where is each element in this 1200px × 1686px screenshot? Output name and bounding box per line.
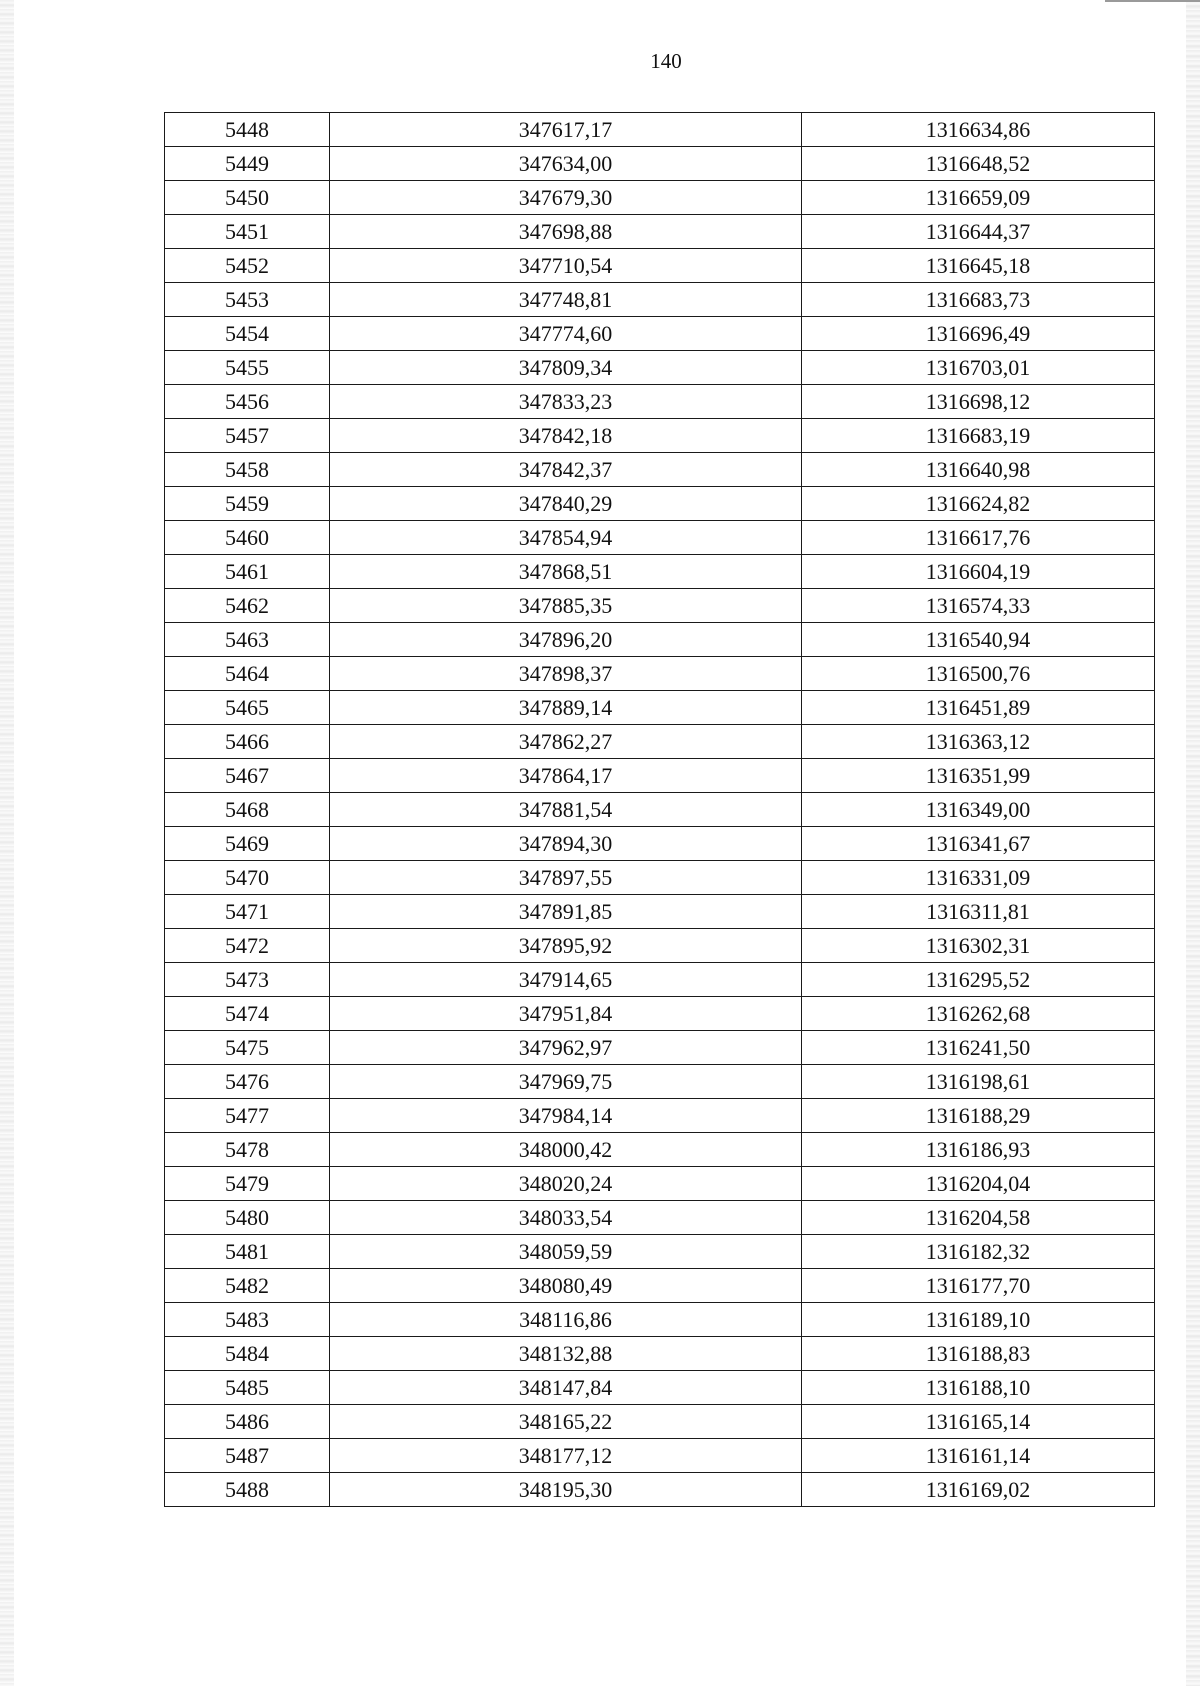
table-row bbox=[165, 861, 1155, 895]
point-number-cell: 5464 bbox=[165, 657, 330, 691]
point-number-cell: 5485 bbox=[165, 1371, 330, 1405]
table-row bbox=[165, 895, 1155, 929]
point-number-cell: 5462 bbox=[165, 589, 330, 623]
x-coordinate-cell: 347951,84 bbox=[330, 997, 802, 1031]
x-coordinate-cell: 347898,37 bbox=[330, 657, 802, 691]
page-number: 140 bbox=[650, 49, 682, 73]
table-row bbox=[165, 249, 1155, 283]
point-number-cell: 5460 bbox=[165, 521, 330, 555]
y-coordinate-cell: 1316186,93 bbox=[802, 1133, 1155, 1167]
x-coordinate-cell: 347885,35 bbox=[330, 589, 802, 623]
point-number-cell: 5473 bbox=[165, 963, 330, 997]
point-number-cell: 5479 bbox=[165, 1167, 330, 1201]
point-number-cell: 5483 bbox=[165, 1303, 330, 1337]
x-coordinate-cell: 348059,59 bbox=[330, 1235, 802, 1269]
table-row bbox=[165, 419, 1155, 453]
x-coordinate-cell: 347896,20 bbox=[330, 623, 802, 657]
point-number-cell: 5484 bbox=[165, 1337, 330, 1371]
point-number-cell: 5474 bbox=[165, 997, 330, 1031]
point-number-cell: 5459 bbox=[165, 487, 330, 521]
point-number-cell: 5463 bbox=[165, 623, 330, 657]
point-number-cell: 5455 bbox=[165, 351, 330, 385]
x-coordinate-cell: 347634,00 bbox=[330, 147, 802, 181]
y-coordinate-cell: 1316659,09 bbox=[802, 181, 1155, 215]
point-number-cell: 5467 bbox=[165, 759, 330, 793]
x-coordinate-cell: 347710,54 bbox=[330, 249, 802, 283]
y-coordinate-cell: 1316451,89 bbox=[802, 691, 1155, 725]
point-number-cell: 5475 bbox=[165, 1031, 330, 1065]
point-number-cell: 5487 bbox=[165, 1439, 330, 1473]
table-row bbox=[165, 453, 1155, 487]
y-coordinate-cell: 1316188,10 bbox=[802, 1371, 1155, 1405]
point-number-cell: 5466 bbox=[165, 725, 330, 759]
y-coordinate-cell: 1316161,14 bbox=[802, 1439, 1155, 1473]
y-coordinate-cell: 1316198,61 bbox=[802, 1065, 1155, 1099]
x-coordinate-cell: 348020,24 bbox=[330, 1167, 802, 1201]
y-coordinate-cell: 1316165,14 bbox=[802, 1405, 1155, 1439]
point-number-cell: 5448 bbox=[165, 113, 330, 147]
point-number-cell: 5451 bbox=[165, 215, 330, 249]
coordinates-table-body bbox=[165, 113, 1155, 1507]
coordinates-table bbox=[164, 112, 1155, 1507]
point-number-cell: 5481 bbox=[165, 1235, 330, 1269]
table-row bbox=[165, 1099, 1155, 1133]
table-row bbox=[165, 759, 1155, 793]
x-coordinate-cell: 347864,17 bbox=[330, 759, 802, 793]
x-coordinate-cell: 347833,23 bbox=[330, 385, 802, 419]
table-row bbox=[165, 113, 1155, 147]
point-number-cell: 5482 bbox=[165, 1269, 330, 1303]
x-coordinate-cell: 347679,30 bbox=[330, 181, 802, 215]
table-row bbox=[165, 385, 1155, 419]
x-coordinate-cell: 347842,37 bbox=[330, 453, 802, 487]
table-row bbox=[165, 1439, 1155, 1473]
table-row bbox=[165, 555, 1155, 589]
scan-artifact-line bbox=[1105, 0, 1200, 2]
x-coordinate-cell: 347984,14 bbox=[330, 1099, 802, 1133]
x-coordinate-cell: 347895,92 bbox=[330, 929, 802, 963]
table-row bbox=[165, 317, 1155, 351]
table-row bbox=[165, 963, 1155, 997]
point-number-cell: 5478 bbox=[165, 1133, 330, 1167]
y-coordinate-cell: 1316331,09 bbox=[802, 861, 1155, 895]
y-coordinate-cell: 1316311,81 bbox=[802, 895, 1155, 929]
point-number-cell: 5461 bbox=[165, 555, 330, 589]
x-coordinate-cell: 347698,88 bbox=[330, 215, 802, 249]
y-coordinate-cell: 1316574,33 bbox=[802, 589, 1155, 623]
y-coordinate-cell: 1316540,94 bbox=[802, 623, 1155, 657]
x-coordinate-cell: 347962,97 bbox=[330, 1031, 802, 1065]
table-row bbox=[165, 827, 1155, 861]
table-row bbox=[165, 1405, 1155, 1439]
table-row bbox=[165, 1065, 1155, 1099]
table-row bbox=[165, 589, 1155, 623]
y-coordinate-cell: 1316648,52 bbox=[802, 147, 1155, 181]
y-coordinate-cell: 1316644,37 bbox=[802, 215, 1155, 249]
y-coordinate-cell: 1316189,10 bbox=[802, 1303, 1155, 1337]
x-coordinate-cell: 348116,86 bbox=[330, 1303, 802, 1337]
point-number-cell: 5449 bbox=[165, 147, 330, 181]
table-row bbox=[165, 1167, 1155, 1201]
point-number-cell: 5488 bbox=[165, 1473, 330, 1507]
table-row bbox=[165, 1371, 1155, 1405]
x-coordinate-cell: 347854,94 bbox=[330, 521, 802, 555]
table-row bbox=[165, 181, 1155, 215]
x-coordinate-cell: 347969,75 bbox=[330, 1065, 802, 1099]
y-coordinate-cell: 1316188,83 bbox=[802, 1337, 1155, 1371]
y-coordinate-cell: 1316182,32 bbox=[802, 1235, 1155, 1269]
scan-edge-left bbox=[0, 0, 14, 1686]
point-number-cell: 5452 bbox=[165, 249, 330, 283]
table-row bbox=[165, 1201, 1155, 1235]
y-coordinate-cell: 1316241,50 bbox=[802, 1031, 1155, 1065]
x-coordinate-cell: 347748,81 bbox=[330, 283, 802, 317]
y-coordinate-cell: 1316351,99 bbox=[802, 759, 1155, 793]
x-coordinate-cell: 348132,88 bbox=[330, 1337, 802, 1371]
point-number-cell: 5476 bbox=[165, 1065, 330, 1099]
table-row bbox=[165, 521, 1155, 555]
y-coordinate-cell: 1316341,67 bbox=[802, 827, 1155, 861]
table-row bbox=[165, 1235, 1155, 1269]
point-number-cell: 5480 bbox=[165, 1201, 330, 1235]
x-coordinate-cell: 348177,12 bbox=[330, 1439, 802, 1473]
table-row bbox=[165, 1303, 1155, 1337]
table-row bbox=[165, 215, 1155, 249]
scan-edge-right bbox=[1186, 0, 1200, 1686]
x-coordinate-cell: 348000,42 bbox=[330, 1133, 802, 1167]
table-row bbox=[165, 1133, 1155, 1167]
y-coordinate-cell: 1316295,52 bbox=[802, 963, 1155, 997]
point-number-cell: 5472 bbox=[165, 929, 330, 963]
table-row bbox=[165, 1337, 1155, 1371]
y-coordinate-cell: 1316177,70 bbox=[802, 1269, 1155, 1303]
y-coordinate-cell: 1316204,58 bbox=[802, 1201, 1155, 1235]
y-coordinate-cell: 1316302,31 bbox=[802, 929, 1155, 963]
x-coordinate-cell: 347881,54 bbox=[330, 793, 802, 827]
point-number-cell: 5457 bbox=[165, 419, 330, 453]
y-coordinate-cell: 1316169,02 bbox=[802, 1473, 1155, 1507]
y-coordinate-cell: 1316617,76 bbox=[802, 521, 1155, 555]
x-coordinate-cell: 347894,30 bbox=[330, 827, 802, 861]
y-coordinate-cell: 1316349,00 bbox=[802, 793, 1155, 827]
y-coordinate-cell: 1316683,73 bbox=[802, 283, 1155, 317]
table-row bbox=[165, 725, 1155, 759]
point-number-cell: 5486 bbox=[165, 1405, 330, 1439]
y-coordinate-cell: 1316703,01 bbox=[802, 351, 1155, 385]
table-row bbox=[165, 657, 1155, 691]
point-number-cell: 5469 bbox=[165, 827, 330, 861]
point-number-cell: 5465 bbox=[165, 691, 330, 725]
y-coordinate-cell: 1316683,19 bbox=[802, 419, 1155, 453]
table-row bbox=[165, 487, 1155, 521]
x-coordinate-cell: 347842,18 bbox=[330, 419, 802, 453]
table-row bbox=[165, 1269, 1155, 1303]
y-coordinate-cell: 1316696,49 bbox=[802, 317, 1155, 351]
y-coordinate-cell: 1316645,18 bbox=[802, 249, 1155, 283]
x-coordinate-cell: 347889,14 bbox=[330, 691, 802, 725]
x-coordinate-cell: 347891,85 bbox=[330, 895, 802, 929]
table-row bbox=[165, 351, 1155, 385]
point-number-cell: 5454 bbox=[165, 317, 330, 351]
x-coordinate-cell: 348033,54 bbox=[330, 1201, 802, 1235]
point-number-cell: 5468 bbox=[165, 793, 330, 827]
point-number-cell: 5477 bbox=[165, 1099, 330, 1133]
table-row bbox=[165, 147, 1155, 181]
table-row bbox=[165, 997, 1155, 1031]
x-coordinate-cell: 348165,22 bbox=[330, 1405, 802, 1439]
y-coordinate-cell: 1316604,19 bbox=[802, 555, 1155, 589]
table-row bbox=[165, 1031, 1155, 1065]
x-coordinate-cell: 348080,49 bbox=[330, 1269, 802, 1303]
x-coordinate-cell: 348147,84 bbox=[330, 1371, 802, 1405]
x-coordinate-cell: 347862,27 bbox=[330, 725, 802, 759]
table-row bbox=[165, 793, 1155, 827]
x-coordinate-cell: 348195,30 bbox=[330, 1473, 802, 1507]
point-number-cell: 5458 bbox=[165, 453, 330, 487]
x-coordinate-cell: 347774,60 bbox=[330, 317, 802, 351]
y-coordinate-cell: 1316500,76 bbox=[802, 657, 1155, 691]
table-row bbox=[165, 283, 1155, 317]
table-row bbox=[165, 623, 1155, 657]
x-coordinate-cell: 347868,51 bbox=[330, 555, 802, 589]
y-coordinate-cell: 1316698,12 bbox=[802, 385, 1155, 419]
y-coordinate-cell: 1316624,82 bbox=[802, 487, 1155, 521]
y-coordinate-cell: 1316640,98 bbox=[802, 453, 1155, 487]
x-coordinate-cell: 347897,55 bbox=[330, 861, 802, 895]
point-number-cell: 5450 bbox=[165, 181, 330, 215]
y-coordinate-cell: 1316262,68 bbox=[802, 997, 1155, 1031]
table-row bbox=[165, 691, 1155, 725]
y-coordinate-cell: 1316634,86 bbox=[802, 113, 1155, 147]
y-coordinate-cell: 1316363,12 bbox=[802, 725, 1155, 759]
x-coordinate-cell: 347809,34 bbox=[330, 351, 802, 385]
point-number-cell: 5453 bbox=[165, 283, 330, 317]
y-coordinate-cell: 1316204,04 bbox=[802, 1167, 1155, 1201]
point-number-cell: 5456 bbox=[165, 385, 330, 419]
table-row bbox=[165, 929, 1155, 963]
point-number-cell: 5471 bbox=[165, 895, 330, 929]
point-number-cell: 5470 bbox=[165, 861, 330, 895]
y-coordinate-cell: 1316188,29 bbox=[802, 1099, 1155, 1133]
x-coordinate-cell: 347617,17 bbox=[330, 113, 802, 147]
x-coordinate-cell: 347914,65 bbox=[330, 963, 802, 997]
x-coordinate-cell: 347840,29 bbox=[330, 487, 802, 521]
table-row bbox=[165, 1473, 1155, 1507]
